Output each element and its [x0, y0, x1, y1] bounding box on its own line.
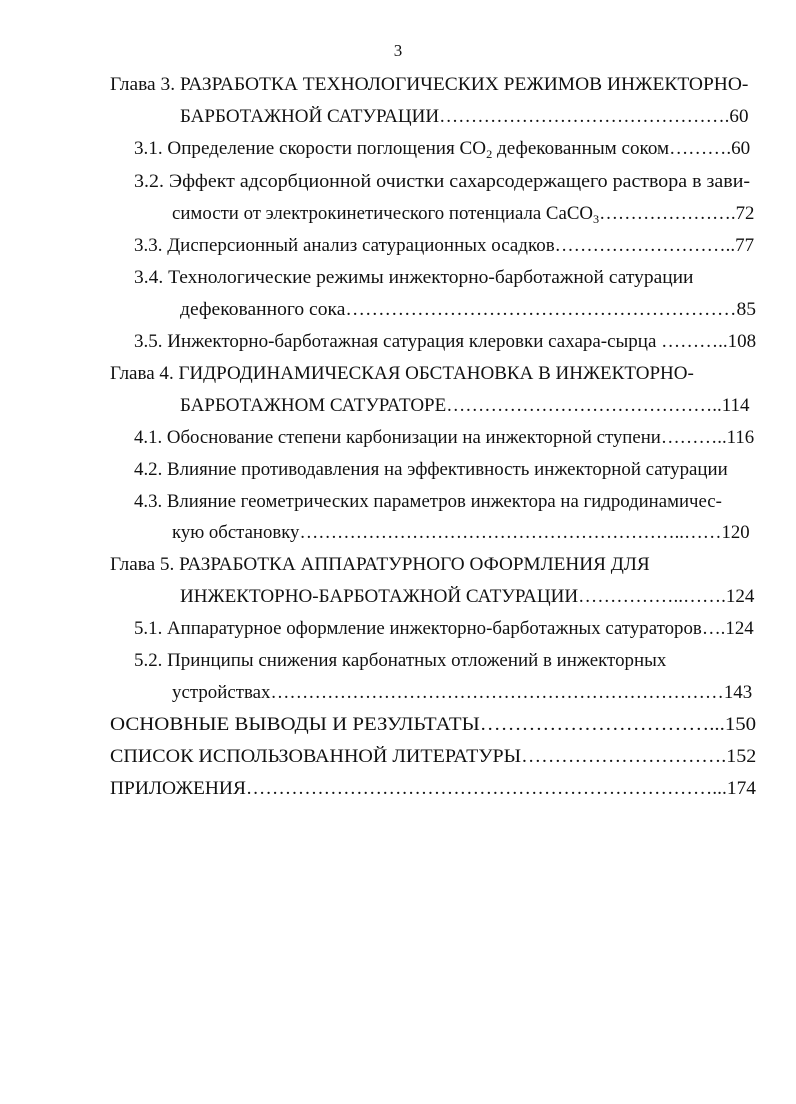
chapter-3-line1: Глава 3. РАЗРАБОТКА ТЕХНОЛОГИЧЕСКИХ РЕЖИМОВ ИНЖЕКТОРНО-: [110, 75, 749, 95]
section-3-5: 3.5. Инжекторно-барботажная сатурация клеровки сахара-сырца ………..108: [134, 332, 757, 352]
section-3-2-line1: 3.2. Эффект адсорбционной очистки сахарсодержащего раствора в зави-: [134, 172, 751, 192]
chapter-3-line2: БАРБОТАЖНОЙ САТУРАЦИИ……………………………………….60: [180, 107, 749, 127]
section-3-4-line1: 3.4. Технологические режимы инжекторно-барботажной сатурации: [134, 268, 694, 288]
chapter-4-line1: Глава 4. ГИДРОДИНАМИЧЕСКАЯ ОБСТАНОВКА В ИНЖЕКТОРНО-: [110, 364, 694, 384]
conclusions: ОСНОВНЫЕ ВЫВОДЫ И РЕЗУЛЬТАТЫ……………………………...150: [110, 715, 757, 735]
section-4-2: 4.2. Влияние противодавления на эффективность инжекторной сатурации: [134, 460, 728, 480]
section-3-2-line2: [172, 203, 754, 225]
section-3-1-page: дефекованным соком……….60: [492, 139, 751, 159]
section-3-2-page: ………………….72: [599, 204, 755, 224]
section-3-2-title: симости от электрокинетического потенциала CaCO: [172, 204, 593, 224]
section-3-1-subscript: 2: [486, 147, 493, 161]
section-4-1: 4.1. Обоснование степени карбонизации на инжекторной ступени………..116: [134, 428, 755, 448]
chapter-4-line2: БАРБОТАЖНОМ САТУРАТОРЕ……………………………………..114: [180, 396, 750, 416]
section-4-3-line2: кую обстановку……………………………………………………..……120: [172, 523, 750, 543]
page-number: 3: [393, 41, 403, 60]
section-5-2-line2: устройствах………………………………………………………………143: [172, 683, 753, 703]
section-3-3: 3.3. Дисперсионный анализ сатурационных осадков………………………..77: [134, 236, 755, 256]
section-4-3-line1: 4.3. Влияние геометрических параметров инжектора на гидродинамичес-: [134, 492, 722, 512]
section-5-2-line1: 5.2. Принципы снижения карбонатных отложений в инжекторных: [134, 651, 667, 671]
appendices: ПРИЛОЖЕНИЯ………………………………………………………………...174: [110, 779, 757, 799]
references: СПИСОК ИСПОЛЬЗОВАННОЙ ЛИТЕРАТУРЫ………………………….152: [110, 747, 757, 767]
chapter-5-line2: ИНЖЕКТОРНО-БАРБОТАЖНОЙ САТУРАЦИИ……………..…….124: [180, 587, 755, 607]
chapter-5-line1: Глава 5. РАЗРАБОТКА АППАРАТУРНОГО ОФОРМЛЕНИЯ ДЛЯ: [110, 555, 650, 575]
section-3-1: [134, 138, 750, 160]
section-3-2-subscript: 3: [592, 212, 600, 226]
section-3-1-title: 3.1. Определение скорости поглощения CO: [134, 139, 487, 159]
section-3-4-line2: дефекованного сока……………………………………………………85: [180, 300, 756, 320]
section-5-1: 5.1. Аппаратурное оформление инжекторно-барботажных сатураторов….124: [134, 619, 754, 639]
